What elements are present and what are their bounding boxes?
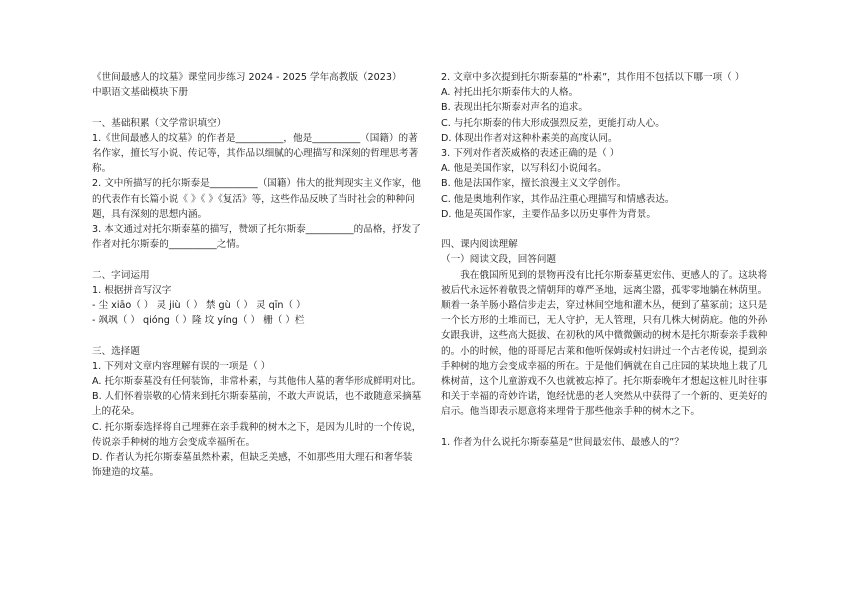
choice-question-3: 3. 下列对作者茨威格的表述正确的是（ ） bbox=[441, 148, 620, 160]
doc-title-line-2: 中职语文基础模块下册 bbox=[92, 87, 188, 99]
fill-question-3: 3. 本文通过对托尔斯泰墓的描写，赞颂了托尔斯泰__________的品格，抒发了作者对托尔斯泰的__________之情。 bbox=[92, 224, 421, 251]
left-column bbox=[92, 70, 422, 480]
choice-1-option-b: B. 人们怀着崇敬的心情来到托尔斯泰墓前，不敢大声说话，也不敢随意采摘墓上的花朵。 bbox=[92, 391, 422, 418]
choice-3-option-d: D. 他是英国作家，主要作品多以历史事件为背景。 bbox=[441, 208, 656, 220]
choice-2-option-a: A. 衬托出托尔斯泰伟大的人格。 bbox=[441, 87, 579, 99]
section-4-subtitle: （一）阅读文段，回答问题 bbox=[441, 254, 557, 266]
choice-2-option-d: D. 体现出作者对这种朴素美的高度认同。 bbox=[441, 132, 618, 144]
choice-3-option-c: C. 他是奥地利作家，其作品注重心理描写和情感表达。 bbox=[441, 193, 675, 205]
choice-2-option-c: C. 与托尔斯泰的伟大形成强烈反差，更能打动人心。 bbox=[441, 117, 665, 129]
choice-3-option-a: A. 他是美国作家，以写科幻小说闻名。 bbox=[441, 163, 607, 175]
choice-2-option-b: B. 表现出托尔斯泰对声名的追求。 bbox=[441, 102, 588, 114]
choice-question-1: 1. 下列对文章内容理解有误的一项是（ ） bbox=[92, 360, 271, 372]
reading-passage: 我在俄国所见到的景物再没有比托尔斯泰墓更宏伟、更感人的了。这块将被后代永远怀着敬畏之情朝拜的尊严圣地，远离尘嚣，孤零零地躺在林荫里。顺着一条羊肠小路信步走去，穿过林间空地和灌木丛，便到了墓冢前；这只是一个长方形的土堆而已，无人守护，无人管理，只有几株大树荫庇。他的外孙女跟我讲，这些高大挺拔、在初秋的风中微微颤动的树木是托尔斯泰亲手栽种的。小的时候，他的哥哥尼古莱和他听保姆或村妇讲过一个古老传说，提到亲手种树的地方会变成幸福的所在。于是他们俩就在自己庄园的某块地上栽了几株树苗，这个儿童游戏不久也就被忘掉了。托尔斯泰晚年才想起这桩儿时往事和关于幸福的奇妙许诺，饱经忧患的老人突然从中获得了一个新的、更美好的启示。他当即表示愿意将来埋骨于那些他亲手种的树木之下。 bbox=[441, 269, 768, 418]
choice-1-option-a: A. 托尔斯泰墓没有任何装饰，非常朴素，与其他伟人墓的奢华形成鲜明对比。 bbox=[92, 376, 422, 388]
doc-title-line-1: 《世间最感人的坟墓》课堂同步练习 2024 - 2025 学年高教版（2023） bbox=[92, 72, 402, 83]
section-1-title: 一、基础积累（文学常识填空） bbox=[92, 117, 227, 129]
pinyin-row-1: - 尘 xiāo（ ） 灵 jiù（ ） 禁 gù（ ） 灵 qīn（ ） bbox=[92, 300, 306, 312]
section-3-title: 三、选择题 bbox=[92, 345, 140, 357]
choice-question-2: 2. 文章中多次提到托尔斯泰墓的“朴素”，其作用不包括以下哪一项（ ） bbox=[441, 72, 745, 83]
section-2-title: 二、字词运用 bbox=[92, 269, 150, 281]
pinyin-row-2: - 飒飒（ ） qióng（ ）隆 坟 yíng（ ） 栅（ ）栏 bbox=[92, 315, 305, 327]
section-4-title: 四、课内阅读理解 bbox=[441, 239, 518, 251]
pinyin-instruction: 1. 根据拼音写汉字 bbox=[92, 284, 172, 296]
fill-question-1: 1.《世间最感人的坟墓》的作者是__________，他是__________（国籍）的著名作家，擅长写小说、传记等，其作品以细腻的心理描写和深刻的哲理思考著称。 bbox=[92, 132, 419, 175]
choice-1-option-c: C. 托尔斯泰选择将自己埋葬在亲手栽种的树木之下，是因为儿时的一个传说，传说亲手种树的地方会变成幸福所在。 bbox=[92, 421, 422, 448]
choice-3-option-b: B. 他是法国作家，擅长浪漫主义文学创作。 bbox=[441, 178, 627, 190]
fill-question-2: 2. 文中所描写的托尔斯泰是__________（国籍）伟大的批判现实主义作家，他的代表作有长篇小说《 》《 》《复活》等，这些作品反映了当时社会的种种问题，具有深刻的思想内涵。 bbox=[92, 178, 421, 220]
choice-1-option-d: D. 作者认为托尔斯泰墓虽然朴素，但缺乏美感，不如那些用大理石和奢华装饰建造的坟墓。 bbox=[92, 452, 413, 479]
right-column bbox=[441, 70, 774, 450]
reading-question-1: 1. 作者为什么说托尔斯泰墓是“世间最宏伟、最感人的”？ bbox=[441, 436, 684, 448]
